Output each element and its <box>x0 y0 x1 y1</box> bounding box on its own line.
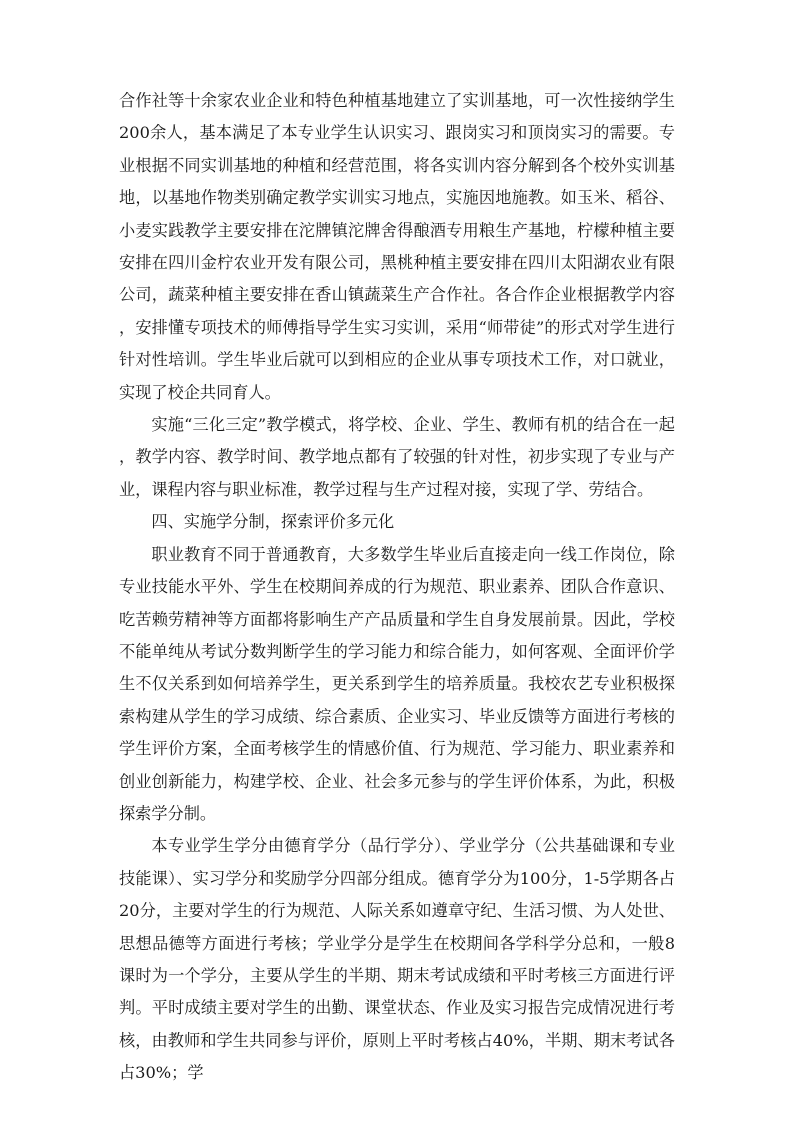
paragraph-credit-composition: 本专业学生学分由德育学分（品行学分）、学业学分（公共基础课和专业技能课）、实习学分和奖励学分四部分组成。德育学分为100分，1-5学期各占20分，主要对学生的行为规范、人际关系如遵章守纪、生活习惯、为人处世、思想品德等方面进行考核；学业学分是学生在校期间各学科学分总和，一般8课时为一个学分，主要从学生的半期、期末考试成绩和平时考核三方面进行评判。平时成绩主要对学生的出勤、课堂状态、作业及实习报告完成情况进行考核，由教师和学生共同参与评价，原则上平时考核占40%，半期、期末考试各占30%；学 <box>119 836 675 1083</box>
paragraph-teaching-model: 实施“三化三定”教学模式，将学校、企业、学生、教师有机的结合在一起，教学内容、教学时间、教学地点都有了较强的针对性，初步实现了专业与产业，课程内容与职业标准，教学过程与生产过程对接，实现了学、劳结合。 <box>119 415 675 499</box>
section-heading-credit-system: 四、实施学分制，探索评价多元化 <box>151 512 395 532</box>
paragraph-evaluation: 职业教育不同于普通教育，大多数学生毕业后直接走向一线工作岗位，除专业技能水平外、学生在校期间养成的行为规范、职业素养、团队合作意识、吃苦赖劳精神等方面都将影响生产产品质量和学生自身发展前景。因此，学校不能单纯从考试分数判断学生的学习能力和综合能力，如何客观、全面评价学生不仅关系到如何培养学生，更关系到学生的培养质量。我校农艺专业积极探索构建从学生的学习成绩、综合素质、企业实习、毕业反馈等方面进行考核的学生评价方案，全面考核学生的情感价值、行为规范、学习能力、职业素养和创业创新能力，构建学校、企业、社会多元参与的学生评价体系，为此，积极探索学分制。 <box>119 544 675 823</box>
document-body <box>119 85 675 1090</box>
paragraph-training-bases: 合作社等十余家农业企业和特色种植基地建立了实训基地，可一次性接纳学生200余人，基本满足了本专业学生认识实习、跟岗实习和顶岗实习的需要。专业根据不同实训基地的种植和经营范围，将各实训内容分解到各个校外实训基地，以基地作物类别确定教学实训实习地点，实施因地施教。如玉米、稻谷、小麦实践教学主要安排在沱牌镇沱牌舍得酿酒专用粮生产基地，柠檬种植主要安排在四川金柠农业开发有限公司，黑桃种植主要安排在四川太阳湖农业有限公司，蔬菜种植主要安排在香山镇蔬菜生产合作社。各合作企业根据教学内容，安排懂专项技术的师傅指导学生实习实训，采用“师带徒”的形式对学生进行针对性培训。学生毕业后就可以到相应的企业从事专项技术工作，对口就业，实现了校企共同育人。 <box>119 91 675 402</box>
